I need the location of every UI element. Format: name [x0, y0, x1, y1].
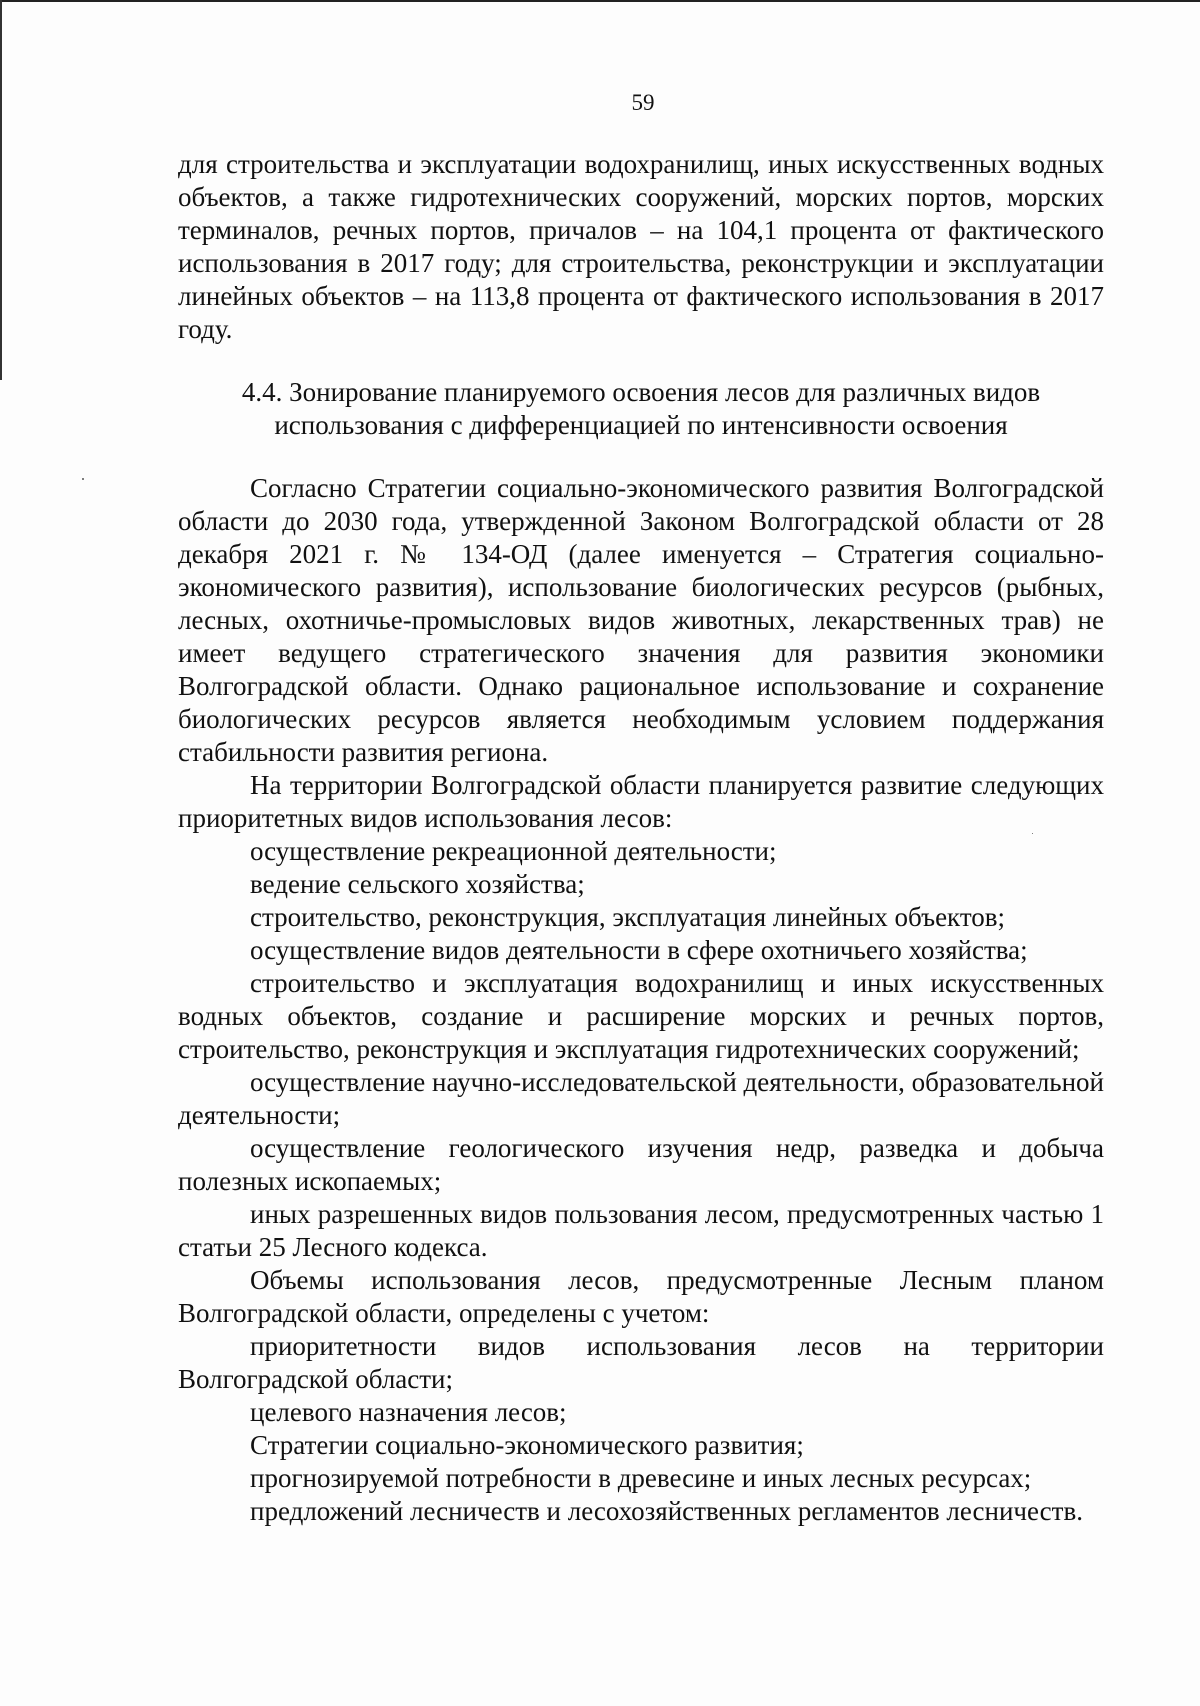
page-number: 59	[631, 90, 655, 115]
document-body	[178, 148, 1104, 1528]
list-item: предложений лесничеств и лесохозяйственных регламентов лесничеств.	[250, 1496, 1083, 1526]
section-heading: 4.4. Зонирование планируемого освоения лесов для различных видов использования с дифференциацией по интенсивности освоения	[241, 377, 1041, 440]
list-item: осуществление видов деятельности в сфере охотничьего хозяйства;	[250, 935, 1028, 965]
scan-speck	[82, 478, 84, 480]
paragraph: На территории Волгоградской области планируется развитие следующих приоритетных видов использования лесов:	[178, 770, 1104, 833]
scan-border-top	[0, 0, 1200, 2]
list-item: строительство, реконструкция, эксплуатация линейных объектов;	[250, 902, 1006, 932]
list-item: Стратегии социально-экономического развития;	[250, 1430, 804, 1460]
list-item: осуществление научно-исследовательской деятельности, образовательной деятельности;	[178, 1067, 1104, 1130]
paragraph: Объемы использования лесов, предусмотренные Лесным планом Волгоградской области, определены с учетом:	[178, 1265, 1104, 1328]
list-item: иных разрешенных видов пользования лесом, предусмотренных частью 1 статьи 25 Лесного кодекса.	[178, 1199, 1104, 1262]
list-item: ведение сельского хозяйства;	[250, 869, 585, 899]
list-item: осуществление рекреационной деятельности;	[250, 836, 777, 866]
scan-border-left	[0, 0, 2, 380]
paragraph: Согласно Стратегии социально-экономического развития Волгоградской области до 2030 года, утвержденной Законом Волгоградской области от 28 декабря 2021 г. № 134-ОД (далее именуется – Стратегия социально-экономического развития), использование биологических ресурсов (рыбных, лесных, охотничье-промысловых видов животных, лекарственных трав) не имеет ведущего стратегического значения для развития экономики Волгоградской области. Однако рациональное использование и сохранение биологических ресурсов является необходимым условием поддержания стабильности развития региона.	[178, 473, 1104, 767]
list-item: приоритетности видов использования лесов на территории Волгоградской области;	[178, 1331, 1104, 1394]
list-item: строительство и эксплуатация водохранилищ и иных искусственных водных объектов, создание и расширение морских и речных портов, строительство, реконструкция и эксплуатация гидротехнических сооружений;	[178, 968, 1104, 1064]
list-item: целевого назначения лесов;	[250, 1397, 567, 1427]
list-item: осуществление геологического изучения недр, разведка и добыча полезных ископаемых;	[178, 1133, 1104, 1196]
paragraph-continuation: для строительства и эксплуатации водохранилищ, иных искусственных водных объектов, а также гидротехнических сооружений, морских портов, морских терминалов, речных портов, причалов – на 104,1 процента от фактического использования в 2017 году; для строительства, реконструкции и эксплуатации линейных объектов – на 113,8 процента от фактического использования в 2017 году.	[178, 149, 1104, 344]
list-item: прогнозируемой потребности в древесине и иных лесных ресурсах;	[250, 1463, 1032, 1493]
